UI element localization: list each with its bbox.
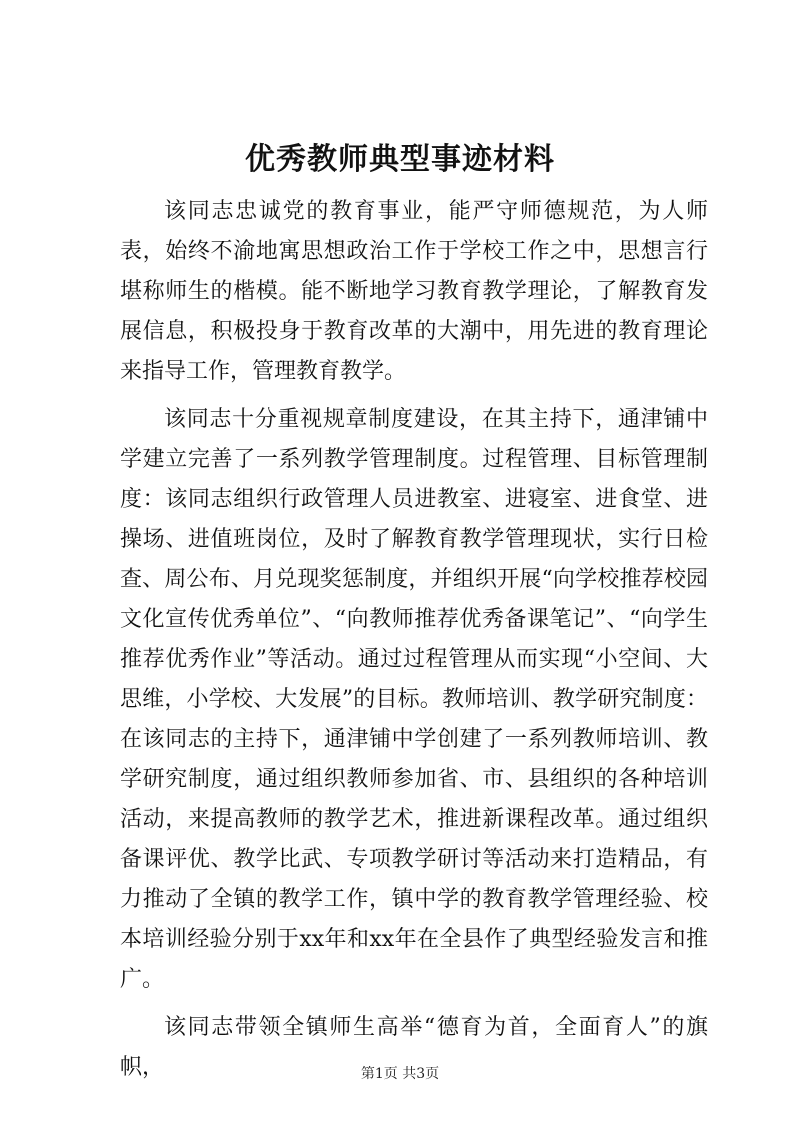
paragraph-1: 该同志忠诚党的教育事业，能严守师德规范，为人师表，始终不渝地寓思想政治工作于学校工作之中，思想言行堪称师生的楷模。能不断地学习教育教学理论，了解教育发展信息，积极投身于教育改革的大潮中，用先进的教育理论来指导工作，管理教育教学。 [120, 199, 708, 384]
page-title: 优秀教师典型事迹材料 [245, 142, 555, 177]
paragraph-3: 该同志带领全镇师生高举“德育为首，全面育人”的旗帜， [120, 1015, 708, 1080]
document-body [120, 192, 708, 1088]
paragraph-2: 该同志十分重视规章制度建设，在其主持下，通津铺中学建立完善了一系列教学管理制度。过程管理、目标管理制度：该同志组织行政管理人员进教室、进寝室、进食堂、进操场、进值班岗位，及时了解教育教学管理现状，实行日检查、周公布、月兑现奖惩制度，并组织开展“向学校推荐校园文化宣传优秀单位”、“向教师推荐优秀备课笔记”、“向学生推荐优秀作业”等活动。通过过程管理从而实现“小空间、大思维，小学校、大发展”的目标。教师培训、教学研究制度：在该同志的主持下，通津铺中学创建了一系列教师培训、教学研究制度，通过组织教师参加省、市、县组织的各种培训活动，来提高教师的教学艺术，推进新课程改革。通过组织备课评优、教学比武、专项教学研讨等活动来打造精品，有力推动了全镇的教学工作，镇中学的教育教学管理经验、校本培训经验分别于xx年和xx年在全县作了典型经验发言和推广。 [120, 407, 708, 992]
page-number-footer: 第1页 共3页 [360, 1066, 440, 1082]
